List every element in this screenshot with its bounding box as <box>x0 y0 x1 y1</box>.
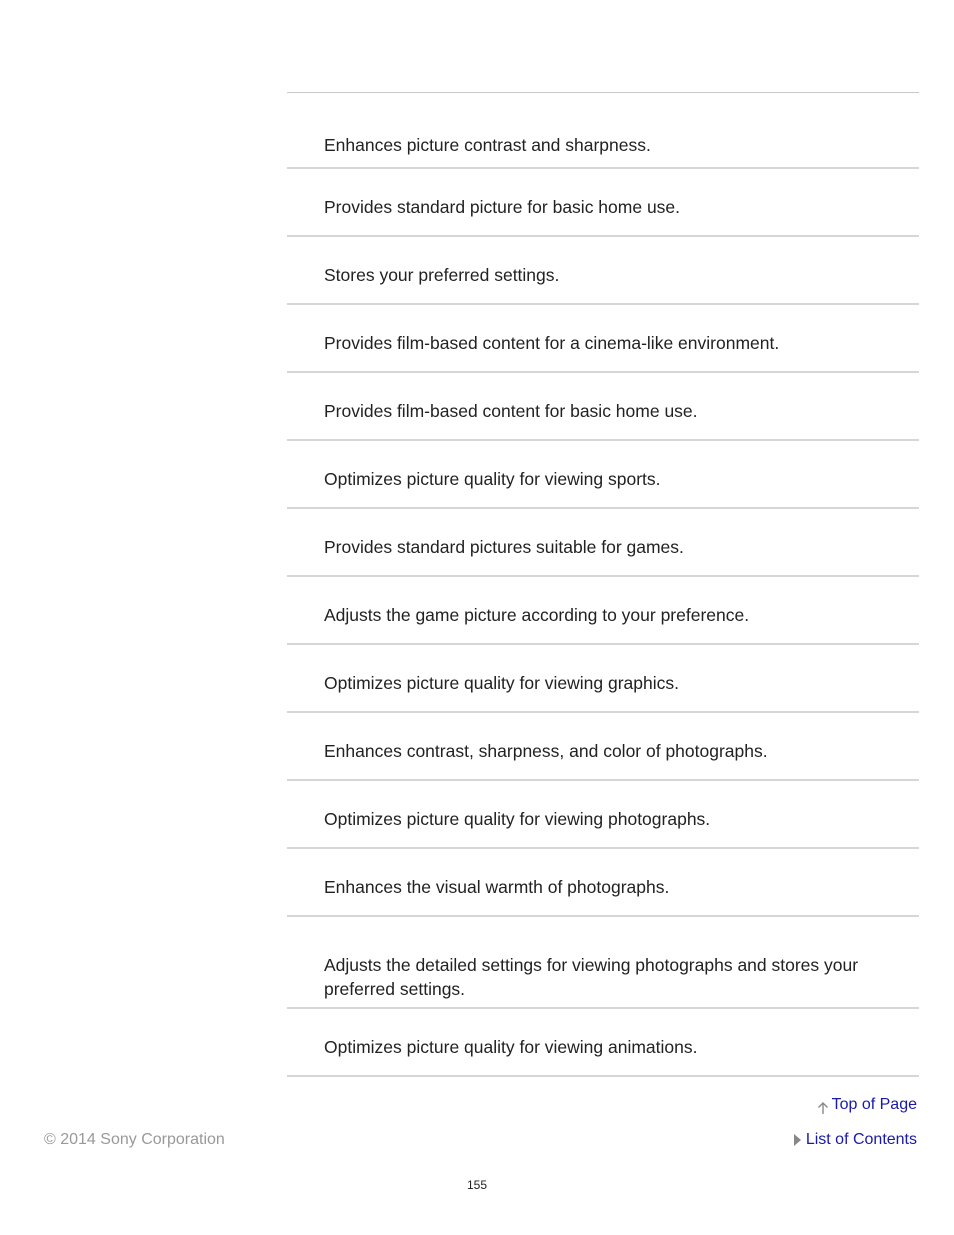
row-description: Optimizes picture quality for viewing graphics. <box>324 673 680 693</box>
table-row <box>287 373 919 441</box>
row-description: Optimizes picture quality for viewing animations. <box>324 1037 698 1057</box>
table-row <box>287 509 919 577</box>
top-of-page-link[interactable] <box>817 1096 917 1114</box>
row-description: Adjusts the detailed settings for viewing photographs and stores your preferred settings. <box>324 955 859 999</box>
page-number: 155 <box>466 1178 488 1192</box>
row-description: Enhances contrast, sharpness, and color of photographs. <box>324 741 768 761</box>
row-description: Adjusts the game picture according to your preference. <box>324 605 750 625</box>
copyright-text: © 2014 Sony Corporation <box>44 1131 225 1148</box>
row-description: Enhances picture contrast and sharpness. <box>324 135 651 155</box>
row-description: Enhances the visual warmth of photographs. <box>324 877 670 897</box>
table-row <box>287 917 919 1009</box>
table-row <box>287 441 919 509</box>
table-row <box>287 645 919 713</box>
table-row <box>287 849 919 917</box>
top-of-page-label: Top of Page <box>831 1096 917 1113</box>
table-row <box>287 1009 919 1077</box>
table-row <box>287 577 919 645</box>
table-row <box>287 305 919 373</box>
row-description: Optimizes picture quality for viewing photographs. <box>324 809 711 829</box>
row-description: Optimizes picture quality for viewing sports. <box>324 469 661 489</box>
row-description: Provides film-based content for a cinema-like environment. <box>324 333 780 353</box>
list-of-contents-link[interactable] <box>794 1131 917 1149</box>
table-row <box>287 169 919 237</box>
row-description: Provides standard picture for basic home use. <box>324 197 681 217</box>
table-row <box>287 237 919 305</box>
table-row <box>287 781 919 849</box>
list-of-contents-label: List of Contents <box>805 1131 917 1148</box>
row-description: Stores your preferred settings. <box>324 265 560 285</box>
up-arrow-icon <box>817 1101 829 1115</box>
picture-mode-table <box>287 92 919 1077</box>
table-row <box>287 93 919 169</box>
triangle-right-icon <box>794 1134 801 1146</box>
row-description: Provides film-based content for basic home use. <box>324 401 698 421</box>
row-description: Provides standard pictures suitable for games. <box>324 537 684 557</box>
table-row <box>287 713 919 781</box>
